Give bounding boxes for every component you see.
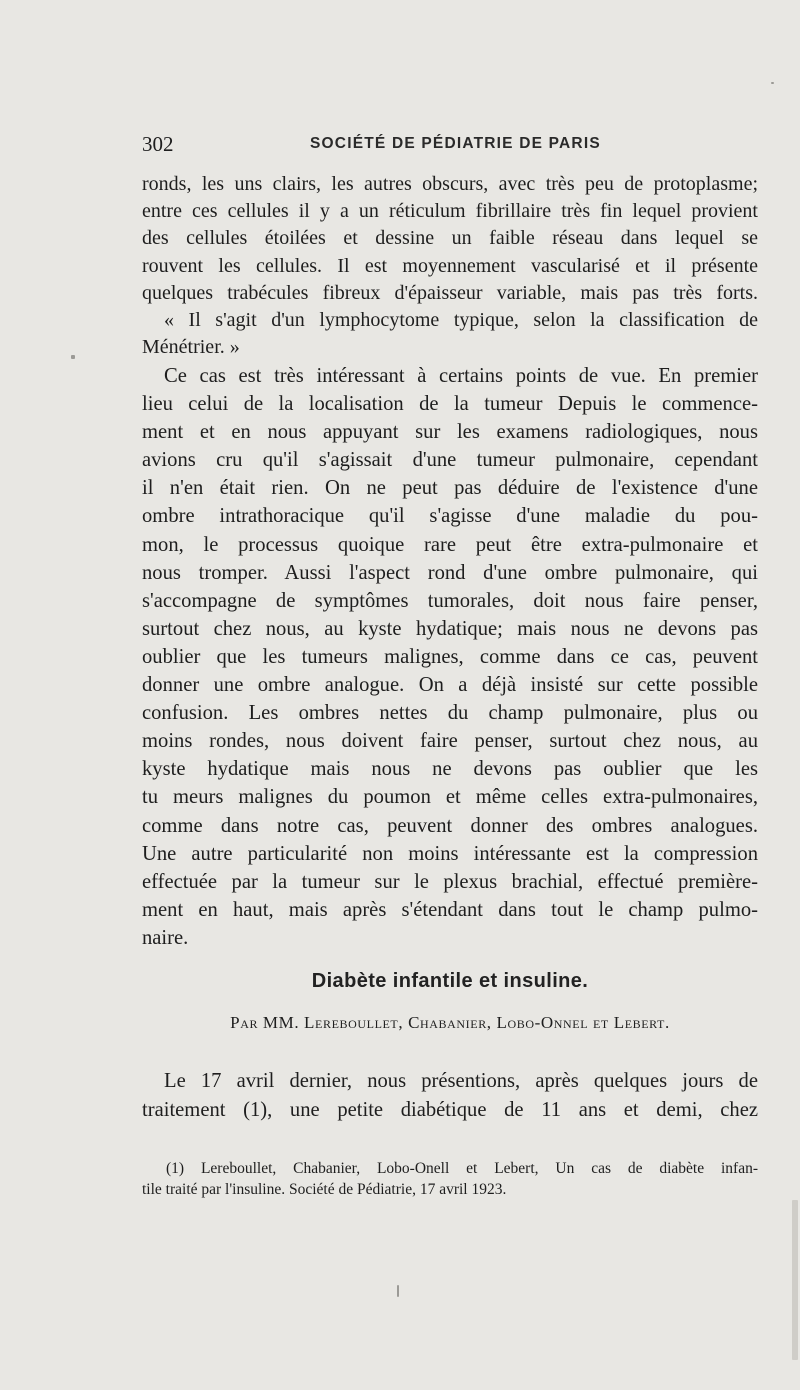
footnote-line: tile traité par l'insuline. Société de Pédiatrie, 17 avril 1923. [142, 1181, 507, 1198]
intro-paragraph [142, 1067, 758, 1124]
text-line: Ce cas est très intéressant à certains points de vue. En premier [164, 365, 758, 387]
text-line: traitement (1), une petite diabétique de 11 ans et demi, chez [142, 1098, 758, 1121]
page-header [142, 132, 758, 162]
text-line: Le 17 avril dernier, nous présentions, après quelques jours de [164, 1070, 758, 1092]
text-line: Une autre particularité non moins intéressante est la compression [142, 842, 758, 865]
text-line: ment en haut, mais après s'étendant dans tout le champ pulmo- [142, 898, 758, 921]
scan-speck [397, 1285, 399, 1297]
text-line: ment et en nous appuyant sur les examens radiologiques, nous [142, 421, 758, 444]
footnote-line: (1) Lereboullet, Chabanier, Lobo-Onell et Lebert, Un cas de diabète infan- [166, 1160, 758, 1177]
text-line: il n'en était rien. On ne peut pas déduire de l'existence d'une [142, 477, 758, 500]
text-line: oublier que les tumeurs malignes, comme dans ce cas, peuvent [142, 645, 758, 668]
text-line: confusion. Les ombres nettes du champ pulmonaire, plus ou [142, 702, 758, 725]
text-line: des cellules étoilées et dessine un faible réseau dans lequel se [142, 227, 758, 250]
text-line: kyste hydatique mais nous ne devons pas oublier que les [142, 758, 758, 781]
text-line: tu meurs malignes du poumon et même celles extra-pulmonaires, [142, 786, 758, 809]
text-line: nous tromper. Aussi l'aspect rond d'une ombre pulmonaire, qui [142, 561, 758, 584]
text-line: effectuée par la tumeur sur le plexus brachial, effectué première- [142, 870, 758, 893]
text-line: Ménétrier. » [142, 336, 240, 359]
text-line: « Il s'agit d'un lymphocytome typique, selon la classification de [164, 309, 758, 332]
text-line: avions cru qu'il s'agissait d'une tumeur pulmonaire, cependant [142, 449, 758, 472]
footnote [142, 1158, 758, 1200]
section-title: Diabète infantile et insuline. [311, 970, 589, 992]
text-line: moins rondes, nous doivent faire penser, surtout chez nous, au [142, 730, 758, 753]
text-line: lieu celui de la localisation de la tumeur Depuis le commence- [142, 393, 758, 416]
text-line: s'accompagne de symptômes tumorales, doit nous faire penser, [142, 589, 758, 612]
text-line: entre ces cellules il y a un réticulum fibrillaire très fin lequel provient [142, 200, 758, 223]
text-line: comme dans notre cas, peuvent donner des ombres analogues. [142, 814, 758, 837]
text-line: surtout chez nous, au kyste hydatique; mais nous ne devons pas [142, 617, 758, 640]
text-line: quelques trabécules fibreux d'épaisseur variable, mais pas très forts. [142, 281, 758, 304]
top-paragraph [142, 171, 758, 361]
running-title: SOCIÉTÉ DE PÉDIATRIE DE PARIS [310, 135, 601, 152]
text-line: ronds, les uns clairs, les autres obscurs, avec très peu de protoplasme; [142, 173, 758, 195]
main-paragraph [142, 362, 758, 952]
text-line: mon, le processus quoique rare peut être extra-pulmonaire et [142, 533, 758, 556]
scan-edge-shadow [792, 1200, 798, 1360]
text-line: rouvent les cellules. Il est moyennement vascularisé et il présente [142, 254, 758, 277]
text-line: ombre intrathoracique qu'il s'agisse d'une maladie du pou- [142, 505, 758, 528]
scan-speck [771, 82, 774, 84]
text-line: donner une ombre analogue. On a déjà insisté sur cette possible [142, 674, 758, 697]
text-line: naire. [142, 926, 189, 949]
section-authors: Par MM. Lereboullet, Chabanier, Lobo-Onnel et Lebert. [230, 1013, 670, 1032]
scan-speck [71, 355, 75, 359]
page-number: 302 [142, 132, 174, 156]
